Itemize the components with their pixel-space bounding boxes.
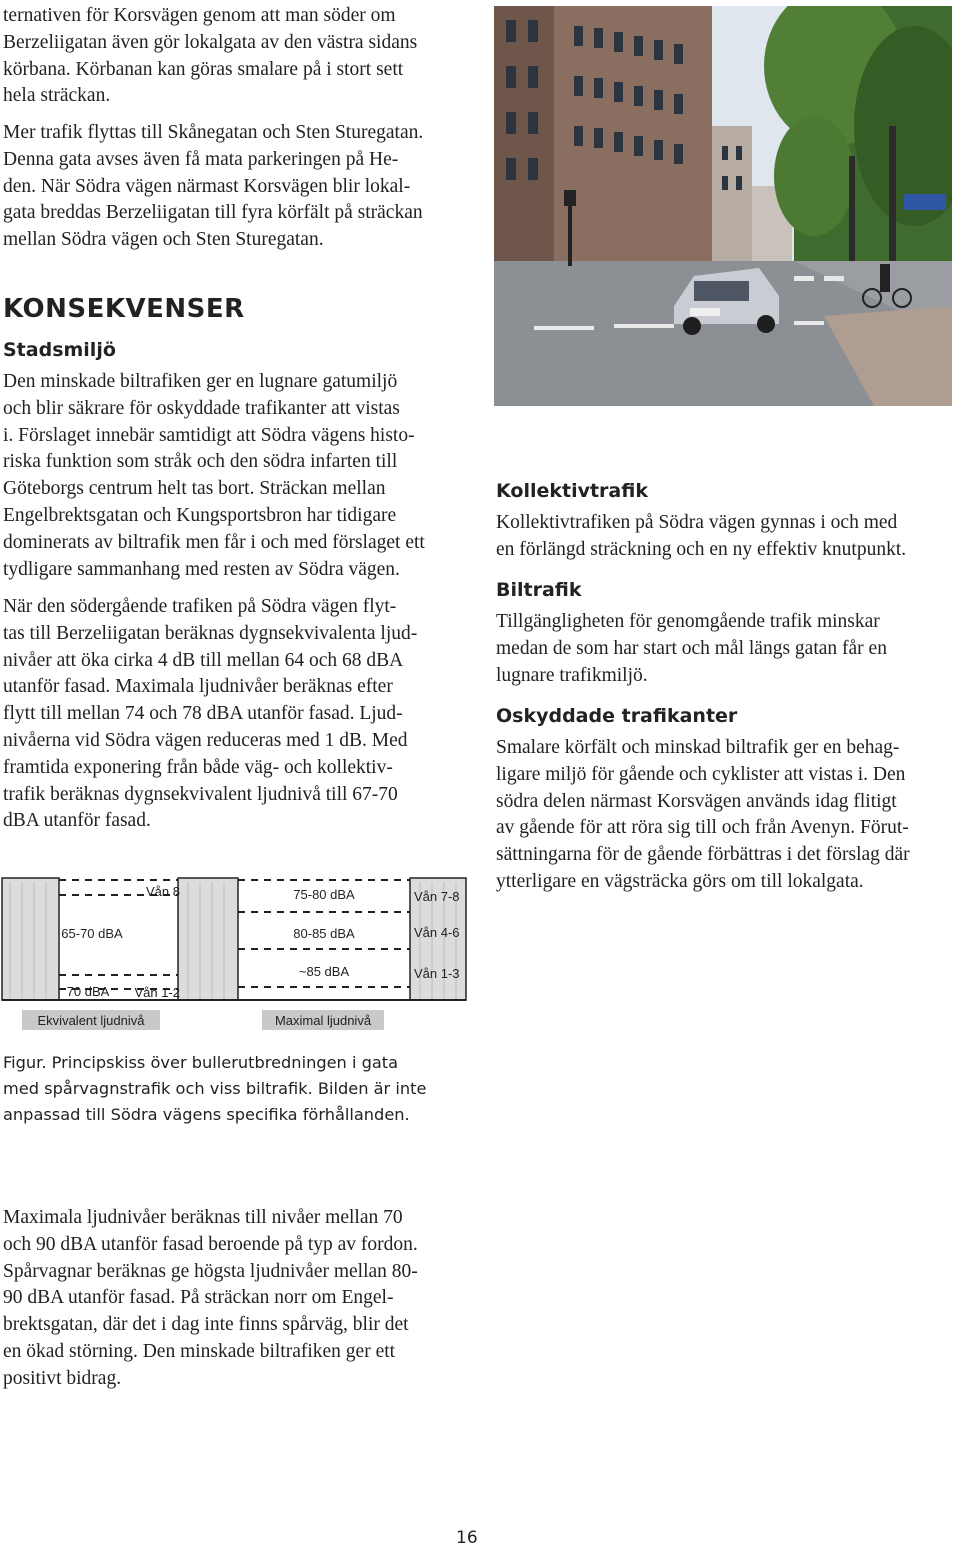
text-line: körbana. Körbanan kan göras smalare på i stort sett [3,58,404,80]
text-line: dominerats av biltrafik men får i och med förslaget ett [3,531,425,553]
text-line: ytterligare en vägsträcka görs om till lokalgata. [496,870,864,892]
text-line: Engelbrektsgatan och Kungsportsbron har tidigare [3,504,397,526]
noise-paragraph [3,594,461,835]
right-floor-1-label: Vån 7-8 [414,889,460,904]
oskyddade-paragraph [496,735,954,896]
right-floor-3-label: Vån 1-3 [414,966,460,981]
text-line: ligare miljö för gående och cyklister att vistas i. Den [496,763,906,785]
kollektivtrafik-paragraph [496,510,954,564]
text-line: Göteborgs centrum helt tas bort. Sträckan mellan [3,478,386,500]
biltrafik-paragraph [496,609,954,689]
text-line: Berzeliigatan även gör lokalgata av den västra sidans [3,31,418,53]
text-line: tydligare sammanhang med resten av Södra vägen. [3,558,400,580]
text-line: utanför fasad. Maximala ljudnivåer beräknas efter [3,676,393,698]
text-line: nivåerna vid Södra vägen reduceras med 1 dB. Med [3,729,408,751]
left-floor-top-label: Vån 8 [146,884,180,899]
text-line: Smalare körfält och minskad biltrafik ger en behag- [496,737,900,758]
text-line: och blir säkrare för oskyddade trafikanter att vistas [3,397,400,419]
legend-ekvivalent-label: Ekvivalent ljudnivå [37,1013,145,1028]
text-line: i. Förslaget innebär samtidigt att Södra vägens histo- [3,424,415,446]
text-line: sättningarna för de gående förbättras i det förslag där [496,844,910,866]
text-line: av gående för att röra sig till och från Avenyn. Förut- [496,817,909,839]
max-levels-paragraph [3,1205,461,1393]
text-line: medan de som har start och mål längs gatan får en [496,637,887,659]
text-line: tas till Berzeliigatan beräknas dygnsekvivalenta ljud- [3,622,418,644]
text-line: framtida exponering från både väg- och kollektiv- [3,756,393,778]
figure-caption [3,1050,463,1128]
text-line: Tillgängligheten för genomgående trafik minskar [496,611,880,632]
text-line: Denna gata avses även få mata parkeringen på He- [3,148,399,170]
text-line: lugnare trafikmiljö. [496,664,648,686]
text-line: en förlängd sträckning och en ny effektiv knutpunkt. [496,538,907,560]
right-zone-3-label: ~85 dBA [298,964,350,979]
text-line: Spårvagnar beräknas ge högsta ljudnivåer mellan 80- [3,1260,418,1282]
noise-diagram [0,872,470,1037]
right-zone-2-label: 80-85 dBA [293,926,355,941]
text-line: När den södergående trafiken på Södra vägen flyt- [3,596,397,617]
middle-building [178,878,238,1000]
stadsmiljo-paragraph [3,369,461,583]
text-line: ternativen för Korsvägen genom att man söder om [3,5,396,26]
subheading-oskyddade: Oskyddade trafikanter [496,705,738,727]
text-line: positivt bidrag. [3,1367,122,1389]
right-floor-2-label: Vån 4-6 [414,925,460,940]
text-line: en ökad störning. Den minskade biltrafiken ger ett [3,1340,396,1362]
street-photo [494,6,952,406]
traffic-paragraph [3,120,461,254]
text-line: hela sträckan. [3,85,111,107]
left-building [2,878,59,1000]
page-number: 16 [456,1528,478,1548]
caption-line: Figur. Principskiss över bullerutbredningen i gata [3,1053,399,1072]
text-line: Mer trafik flyttas till Skånegatan och Sten Sturegatan. [3,122,424,143]
text-line: 90 dBA utanför fasad. På sträckan norr om Engel- [3,1287,394,1309]
section-heading-konsekvenser: KONSEKVENSER [3,294,245,324]
subheading-kollektivtrafik: Kollektivtrafik [496,480,648,502]
left-floor-bottom-label: Vån 1-2 [134,985,180,1000]
text-line: dBA utanför fasad. [3,810,151,832]
caption-line: med spårvagnstrafik och viss biltrafik. Bilden är inte [3,1079,427,1098]
text-line: flytt till mellan 74 och 78 dBA utanför fasad. Ljud- [3,703,403,725]
text-line: och 90 dBA utanför fasad beroende på typ av fordon. [3,1233,418,1255]
text-line: Maximala ljudnivåer beräknas till nivåer mellan 70 [3,1207,403,1228]
left-zone-upper-label: 65-70 dBA [61,926,123,941]
text-line: gata breddas Berzeliigatan till fyra körfält på sträckan [3,202,423,224]
text-line: trafik beräknas dygnsekvivalent ljudnivå till 67-70 [3,783,398,805]
text-line: nivåer att öka cirka 4 dB till mellan 64 och 68 dBA [3,649,404,671]
text-line: Den minskade biltrafiken ger en lugnare gatumiljö [3,371,398,392]
left-zone-lower-label: 70 dBA [66,984,110,999]
text-line: södra delen närmast Korsvägen används idag flitigt [496,790,897,812]
right-zone-1-label: 75-80 dBA [293,887,355,902]
text-line: den. När Södra vägen närmast Korsvägen blir lokal- [3,175,411,197]
text-line: riska funktion som stråk och den södra infarten till [3,451,398,473]
intro-paragraph [3,3,461,110]
text-line: Kollektivtrafiken på Södra vägen gynnas i och med [496,512,898,533]
legend-maximal-label: Maximal ljudnivå [274,1013,372,1028]
text-line: brektsgatan, där det i dag inte finns spårväg, blir det [3,1314,409,1336]
subheading-biltrafik: Biltrafik [496,579,582,601]
caption-line: anpassad till Södra vägens specifika förhållanden. [3,1105,410,1124]
text-line: mellan Södra vägen och Sten Sturegatan. [3,229,324,251]
subheading-stadsmiljo: Stadsmiljö [3,339,116,361]
